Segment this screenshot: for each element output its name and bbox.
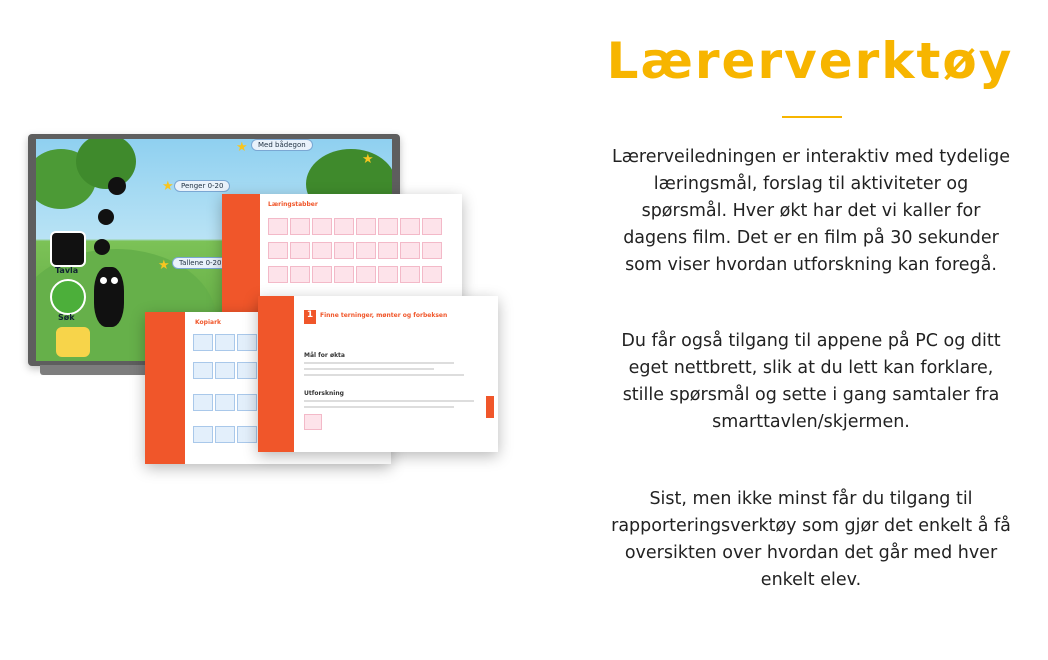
section-heading: Mål for økta [304,352,345,359]
text-line [304,362,454,364]
tile [193,394,213,411]
tile [237,334,257,351]
search-button[interactable] [50,279,86,315]
tile [356,218,376,235]
tile [193,334,213,351]
text-line [304,400,474,402]
star-icon: ★ [236,140,248,155]
top-label: Med bådegon [251,139,313,151]
numbers-level-button[interactable]: Tallene 0-20 [172,257,228,269]
tile [312,266,332,283]
star-icon: ★ [162,179,174,194]
bug-character [94,267,124,327]
paragraph-apps: Du får også tilgang til appene på PC og ditt eget nettbrett, slik at du lett kan forklare, stille spørsmål og sette i gang samtaler fra smarttavlen/skjermen. [621,331,1001,432]
tavla-label: Tavla [55,266,79,275]
tile [215,394,235,411]
star-icon: ★ [158,258,170,273]
tile [378,242,398,259]
tree [76,139,136,189]
tile [400,242,420,259]
tile [334,242,354,259]
tile [378,218,398,235]
tile [422,266,442,283]
tile [312,218,332,235]
text-line [304,406,454,408]
text-line [304,374,464,376]
tile [193,362,213,379]
tile [422,218,442,235]
text-line [304,368,434,370]
tile [193,426,213,443]
tile [290,242,310,259]
bug-character [108,177,126,195]
page-title: Lærerverktøy [606,32,1014,90]
sidebar [145,312,185,464]
side-tab [486,396,494,418]
tile [215,334,235,351]
tile [334,266,354,283]
bug-eye [111,277,118,284]
sheet-heading: Kopiark [195,319,222,326]
tile [356,242,376,259]
step-badge: 1 [304,310,316,324]
bug-eye [100,277,107,284]
tile [237,394,257,411]
tile [215,426,235,443]
title-divider [782,116,842,118]
sheet-lesson-plan [258,296,498,452]
tile [237,362,257,379]
tile [237,426,257,443]
tile [268,266,288,283]
star-icon: ★ [362,152,374,167]
paragraph-reports: Sist, men ikke minst får du tilgang til rapporteringsverktøy som gjør det enkelt å få oversikten over hvordan det går med hver enkelt elev. [611,489,1011,590]
tablet-icon [56,327,90,357]
tile [268,218,288,235]
tile [422,242,442,259]
paragraph-intro: Lærerveiledningen er interaktiv med tydelige læringsmål, forslag til aktiviteter og spørsmål. Hver økt har det vi kaller for dagens film. Det er en film på 30 sekunder som viser hvordan utforskning kan foregå. [612,147,1010,275]
tile [215,362,235,379]
sidebar [258,296,294,452]
tile [290,218,310,235]
tile [290,266,310,283]
tile [400,266,420,283]
bug-character [98,209,114,225]
tile [378,266,398,283]
tile [400,218,420,235]
tile [312,242,332,259]
tile [304,414,322,430]
section-heading: Utforskning [304,390,344,397]
bug-character [94,239,110,255]
search-label: Søk [58,313,75,322]
sheet-heading: Finne terninger, mønter og forbeksen [320,312,448,319]
tile [268,242,288,259]
money-level-button[interactable]: Penger 0-20 [174,180,230,192]
tile [356,266,376,283]
sheet-heading: Læringstabber [268,201,318,208]
tavla-button[interactable] [50,231,86,267]
tile [334,218,354,235]
